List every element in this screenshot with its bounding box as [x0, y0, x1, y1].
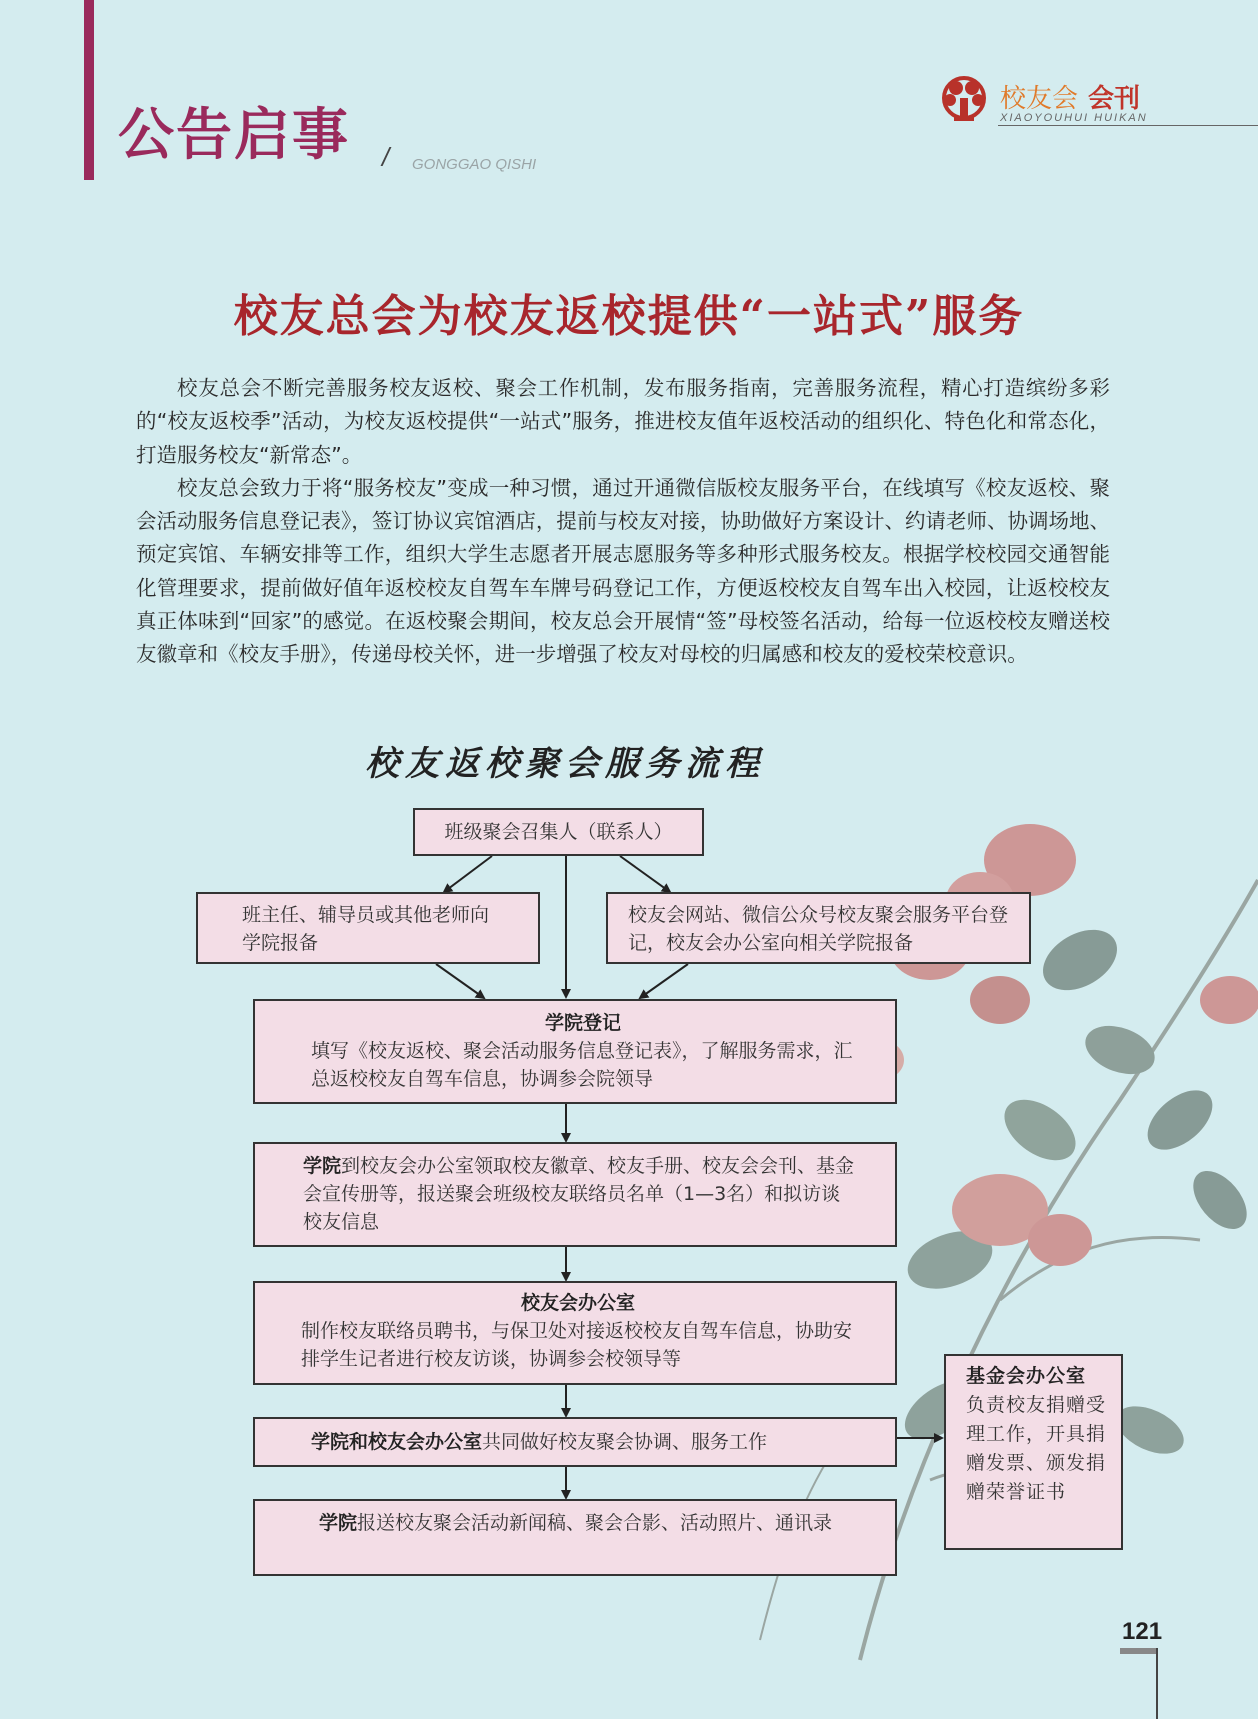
brand-name-text: 校友会 — [1000, 84, 1079, 114]
article-title: 校友总会为校友返校提供“一站式”服务 — [233, 291, 1025, 342]
flowchart-title: 校友返校聚会服务流程 — [365, 744, 765, 784]
flow-step4-text: 共同做好校友聚会协调、服务工作 — [482, 1431, 768, 1453]
flow-step2-bold: 学院 — [303, 1155, 342, 1177]
flow-step5-text: 报送校友聚会活动新闻稿、聚会合影、活动照片、通讯录 — [357, 1512, 833, 1534]
flow-step4-bold: 学院和校友会办公室 — [311, 1431, 483, 1453]
article-paragraph: 校友总会不断完善服务校友返校、聚会工作机制，发布服务指南，完善服务流程，精心打造缤纷多彩的“校友返校季”活动，为校友返校提供“一站式”服务，推进校友值年返校活动的组织化、特色化和常态化，打造服务校友“新常态”。 — [136, 376, 1110, 467]
brand-suffix: 会刊 — [1088, 84, 1141, 114]
flow-side-text: 负责校友捐赠受理工作，开具捐赠发票、颁发捐赠荣誉证书 — [966, 1394, 1107, 1503]
flow-step-college-registration — [253, 999, 897, 1104]
flow-right-branch-box — [606, 892, 1031, 964]
section-title: 公告启事 — [118, 103, 350, 168]
flow-step-report-news — [253, 1499, 897, 1576]
flow-step-collect-materials — [253, 1142, 897, 1247]
flow-step-alumni-office — [253, 1281, 897, 1385]
page-number-bar — [1120, 1648, 1158, 1654]
header-rule — [998, 125, 1258, 126]
flow-step1-text: 填写《校友返校、聚会活动服务信息登记表》，了解服务需求，汇总返校校友自驾车信息，协调参会院领导 — [311, 1040, 853, 1090]
article-paragraph: 校友总会致力于将“服务校友”变成一种习惯，通过开通微信版校友服务平台，在线填写《校友返校、聚会活动服务信息登记表》，签订协议宾馆酒店，提前与校友对接，协助做好方案设计、约请老师、协调场地、预定宾馆、车辆安排等工作，组织大学生志愿者开展志愿服务等多种形式服务校友。根据学校校园交通智能化管理要求，提前做好值年返校校友自驾车车牌号码登记工作，方便返校校友自驾车出入校园，让返校校友真正体味到“回家”的感觉。在返校聚会期间，校友总会开展情“签”母校签名活动，给每一位返校校友赠送校友徽章和《校友手册》，传递母校关怀，进一步增强了校友对母校的归属感和校友的爱校荣校意识。 — [136, 475, 1110, 667]
flow-step5-bold: 学院 — [319, 1512, 358, 1534]
section-pinyin: GONGGAO QISHI — [412, 156, 537, 173]
flow-step3-text: 制作校友联络员聘书，与保卫处对接返校校友自驾车信息，协助安排学生记者进行校友访谈，协调参会校领导等 — [301, 1320, 853, 1370]
flow-left-branch-label: 班主任、辅导员或其他老师向学院报备 — [242, 904, 490, 954]
flow-start-label: 班级聚会召集人（联系人） — [444, 821, 673, 843]
page-edge-line — [1156, 1648, 1158, 1719]
page-number: 121 — [1122, 1618, 1163, 1645]
flow-step2-text: 到校友会办公室领取校友徽章、校友手册、校友会会刊、基金会宣传册等，报送聚会班级校友联络员名单（1—3名）和拟访谈校友信息 — [303, 1155, 855, 1233]
flow-side-foundation-office — [944, 1354, 1123, 1550]
flow-step-joint-coordination — [253, 1417, 897, 1467]
brand-pinyin: XIAOYOUHUI HUIKAN — [1000, 112, 1148, 124]
article-body — [136, 372, 1110, 672]
alumni-emblem-icon — [936, 72, 992, 128]
flow-right-branch-label: 校友会网站、微信公众号校友聚会服务平台登记，校友会办公室向相关学院报备 — [628, 904, 1009, 954]
brand-name — [1000, 78, 1140, 115]
flow-start-box — [413, 808, 704, 856]
flow-left-branch-box — [196, 892, 540, 964]
flow-step3-title: 校友会办公室 — [520, 1292, 635, 1314]
flow-step1-title: 学院登记 — [544, 1012, 621, 1034]
section-divider-slash: / — [382, 142, 390, 172]
flow-side-title: 基金会办公室 — [966, 1365, 1087, 1387]
section-color-bar — [84, 0, 94, 180]
